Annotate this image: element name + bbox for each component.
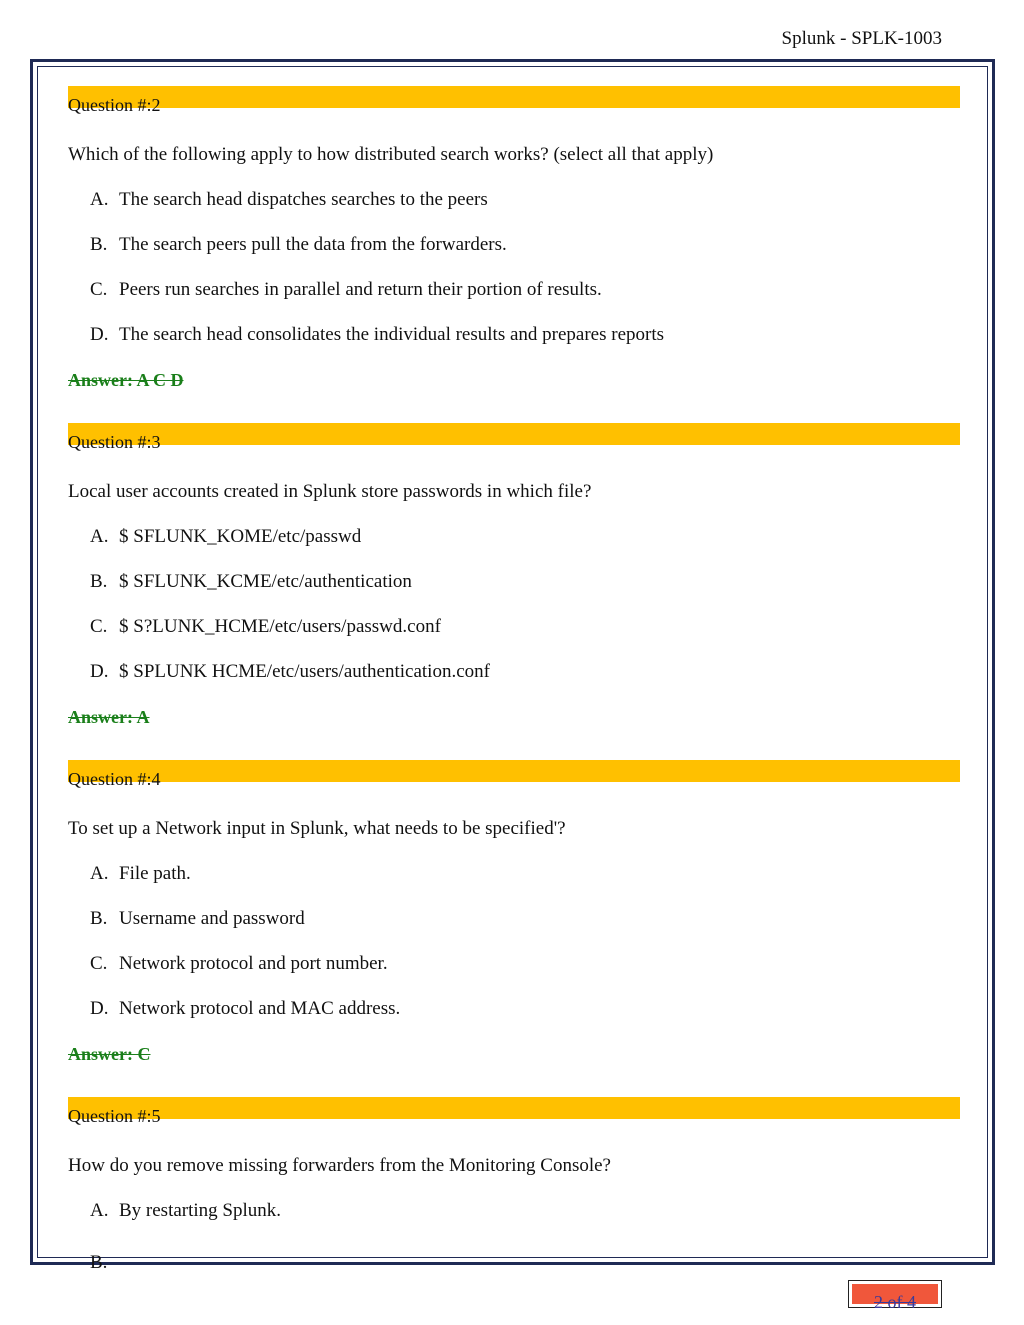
option-text: File path. — [119, 863, 191, 884]
option-c — [90, 952, 388, 976]
answer-text: Answer: A — [68, 707, 150, 727]
option-text: By restarting Splunk. — [119, 1200, 282, 1221]
option-a — [90, 525, 361, 549]
question-label: Question #:2 — [68, 95, 161, 115]
option-letter: A. — [90, 526, 109, 547]
option-a — [90, 862, 191, 886]
option-b — [90, 1251, 119, 1275]
option-letter: A. — [90, 1200, 109, 1221]
answer-text: Answer: C — [68, 1044, 151, 1064]
option-d — [90, 323, 664, 347]
question-header-bar — [68, 760, 960, 782]
option-letter: C. — [90, 616, 108, 637]
option-d — [90, 997, 400, 1021]
option-text: Network protocol and port number. — [119, 953, 388, 974]
option-c — [90, 615, 441, 639]
option-text: Peers run searches in parallel and return their portion of results. — [119, 279, 602, 300]
option-letter: A. — [90, 189, 109, 210]
option-text: $ SFLUNK_KCME/etc/authentication — [119, 571, 412, 592]
page-frame-inner — [37, 66, 988, 1273]
option-letter: A. — [90, 863, 109, 884]
option-letter: D. — [90, 324, 109, 345]
option-text: The search peers pull the data from the forwarders. — [119, 234, 507, 255]
option-d — [90, 660, 490, 684]
option-c — [90, 278, 602, 302]
question-text: Local user accounts created in Splunk store passwords in which file? — [68, 481, 592, 502]
option-b — [90, 570, 412, 594]
question-header-bar — [68, 423, 960, 445]
option-letter: C. — [90, 953, 108, 974]
question-label: Question #:3 — [68, 432, 161, 452]
option-letter: B. — [90, 908, 108, 929]
option-letter: B. — [90, 234, 108, 255]
answer-text: Answer: A C D — [68, 370, 184, 390]
page-number-box — [848, 1280, 942, 1312]
question-label: Question #:5 — [68, 1106, 161, 1126]
question-header-bar — [68, 86, 960, 108]
option-a — [90, 1199, 281, 1223]
question-text: To set up a Network input in Splunk, what needs to be specified'? — [68, 818, 566, 839]
option-text: $ S?LUNK_HCME/etc/users/passwd.conf — [119, 616, 441, 637]
page-number: 2 of 4 — [874, 1292, 916, 1312]
question-text: Which of the following apply to how distributed search works? (select all that apply) — [68, 144, 714, 165]
document-header-title: Splunk - SPLK-1003 — [781, 28, 942, 49]
option-letter: B. — [90, 571, 108, 592]
question-text: How do you remove missing forwarders from the Monitoring Console? — [68, 1155, 611, 1176]
option-letter: D. — [90, 661, 109, 682]
question-label: Question #:4 — [68, 769, 161, 789]
option-text: The search head consolidates the individual results and prepares reports — [119, 324, 665, 345]
question-header-bar — [68, 1097, 960, 1119]
option-text: Username and password — [119, 908, 305, 929]
option-text: The search head dispatches searches to the peers — [119, 189, 488, 210]
option-letter: B. — [90, 1252, 108, 1273]
option-text: $ SFLUNK_KOME/etc/passwd — [119, 526, 362, 547]
page-frame — [30, 59, 995, 1273]
option-letter: C. — [90, 279, 108, 300]
option-b — [90, 907, 305, 931]
option-b — [90, 233, 507, 257]
option-text: Network protocol and MAC address. — [119, 998, 401, 1019]
option-a — [90, 188, 488, 212]
option-letter: D. — [90, 998, 109, 1019]
option-text: $ SPLUNK HCME/etc/users/authentication.conf — [119, 661, 490, 682]
